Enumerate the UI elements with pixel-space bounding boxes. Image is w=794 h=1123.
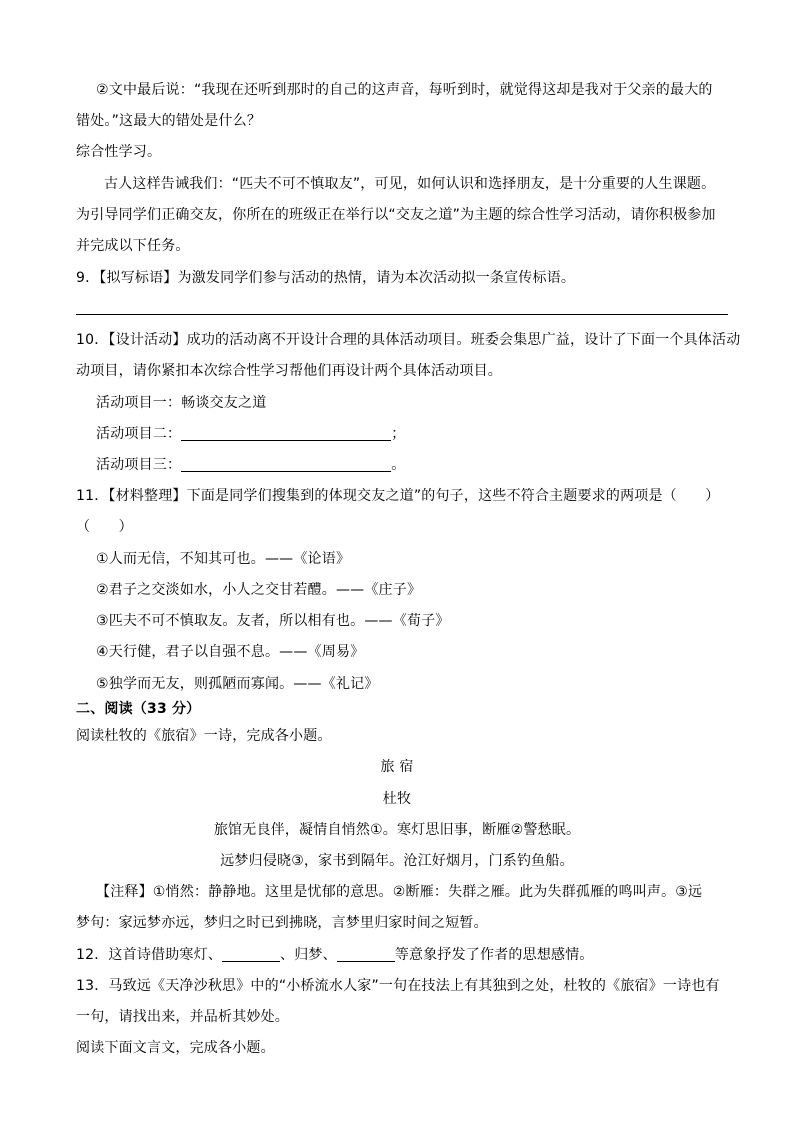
option-3: ③匹夫不可不慎取友。友者，所以相有也。——《荀子》 xyxy=(96,613,450,629)
answer-line-q9 xyxy=(76,314,728,315)
reading-classical-intro: 阅读下面文言文，完成各小题。 xyxy=(76,1040,275,1056)
option-4: ④天行健，君子以自强不息。——《周易》 xyxy=(96,644,365,660)
q8-2-line2: 错处。”这最大的错处是什么？ xyxy=(76,113,262,129)
activity-item-3-blank xyxy=(181,455,391,472)
option-5: ⑤独学而无友，则孤陋而寡闻。——《礼记》 xyxy=(96,676,379,692)
question-13-line1: 13．马致远《天净沙秋思》中的“小桥流水人家”一句在技法上有其独到之处，杜牧的《旅宿》一诗也有 xyxy=(76,978,720,994)
option-1: ①人而无信，不知其可也。——《论语》 xyxy=(96,551,351,567)
intro-line2: 为引导同学们正确交友，你所在的班级正在举行以“交友之道”为主题的综合性学习活动，请你积极参加 xyxy=(76,207,716,223)
activity-item-3-label: 活动项目三： xyxy=(96,457,182,473)
activity-item-2 xyxy=(96,424,405,444)
q12-part2: 、归梦、 xyxy=(280,947,337,963)
q12-part3: 等意象抒发了作者的思想感情。 xyxy=(394,947,594,963)
q12-part1: 12．这首诗借助寒灯、 xyxy=(76,947,223,963)
poem-title: 旅 宿 xyxy=(380,759,414,775)
option-2: ②君子之交淡如水，小人之交甘若醴。——《庄子》 xyxy=(96,582,422,598)
q8-2-line1: ②文中最后说：“我现在还听到那时的自己的这声音，每听到时，就觉得这却是我对于父亲的最大的 xyxy=(96,82,713,98)
activity-item-2-blank xyxy=(181,424,391,441)
section-2-title: 二、阅读（33 分） xyxy=(76,701,201,717)
poem-author: 杜牧 xyxy=(382,791,412,807)
poem-line-2: 远梦归侵晓③，家书到隔年。沧江好烟月，门系钓鱼船。 xyxy=(220,853,574,869)
question-10-line1: 10．【设计活动】成功的活动离不开设计合理的具体活动项目。班委会集思广益，设计了下面一个具体活动 xyxy=(76,332,741,348)
reading-intro: 阅读杜牧的《旅宿》一诗，完成各小题。 xyxy=(76,728,332,744)
activity-item-2-end: ； xyxy=(391,426,406,442)
q12-blank-1 xyxy=(222,945,280,962)
activity-item-3-end: 。 xyxy=(391,457,406,473)
question-13-line2: 一句，请找出来，并品析其妙处。 xyxy=(76,1009,289,1025)
notes-line2: 梦句：家远梦亦远，梦归之时已到拂晓，言梦里归家时间之短暂。 xyxy=(76,915,488,931)
notes-line1: 【注释】①悄然：静静地。这里是忧郁的意思。②断雁：失群之雁。此为失群孤雁的鸣叫声。③远 xyxy=(96,884,703,900)
question-12 xyxy=(76,945,594,965)
question-11-line2: （ ） xyxy=(76,519,133,535)
activity-item-2-label: 活动项目二： xyxy=(96,426,182,442)
question-10-line2: 动项目，请你紧扣本次综合性学习帮他们再设计两个具体活动项目。 xyxy=(76,363,502,379)
activity-item-3 xyxy=(96,455,405,475)
intro-line1: 古人这样告诫我们：“匹夫不可不慎取友”，可见，如何认识和选择朋友，是十分重要的人生课题。 xyxy=(104,176,716,192)
section-comprehensive: 综合性学习。 xyxy=(76,144,162,160)
question-11-line1: 11．【材料整理】下面是同学们搜集到的体现交友之道”的句子，这些不符合主题要求的两项是（ ） xyxy=(76,488,720,504)
intro-line3: 并完成以下任务。 xyxy=(76,238,190,254)
question-9: 9．【拟写标语】为激发同学们参与活动的热情，请为本次活动拟一条宣传标语。 xyxy=(76,270,576,286)
activity-item-1: 活动项目一：畅谈交友之道 xyxy=(96,395,267,411)
q12-blank-2 xyxy=(337,945,395,962)
poem-line-1: 旅馆无良伴，凝情自悄然①。寒灯思旧事，断雁②警愁眠。 xyxy=(213,822,581,838)
